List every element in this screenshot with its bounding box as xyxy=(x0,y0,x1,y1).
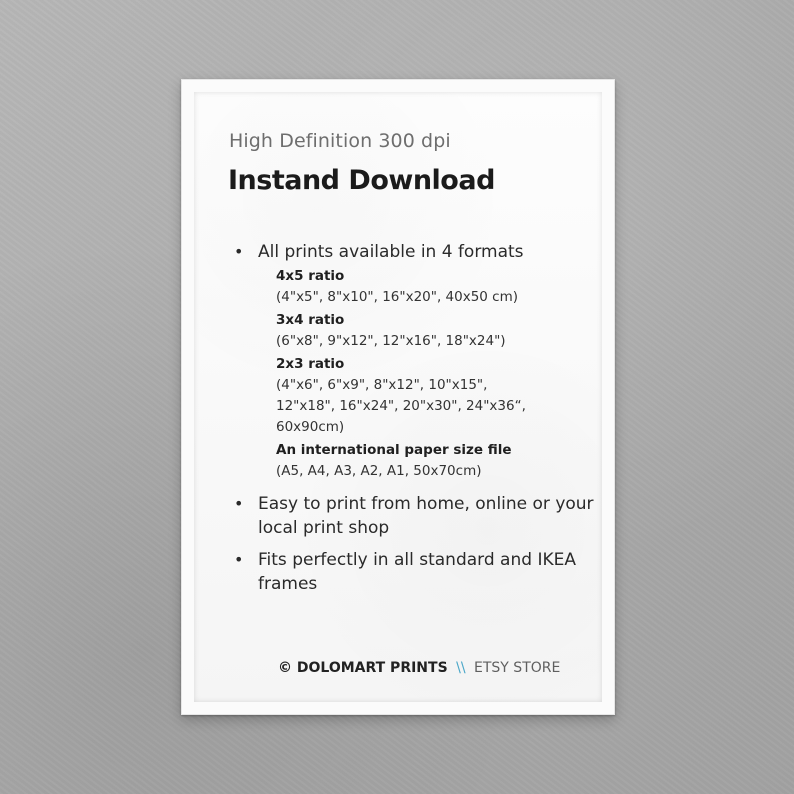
format-sizes: (4"x5", 8"x10", 16"x20", 40x50 cm) xyxy=(276,289,519,305)
poster-title: Instand Download xyxy=(228,165,495,196)
feature-frames xyxy=(234,548,602,596)
store-footer xyxy=(278,659,560,677)
format-item-3x4 xyxy=(276,310,602,352)
format-name: 2x3 ratio xyxy=(276,356,345,372)
feature-easy-print xyxy=(234,492,602,540)
bullet-dot-icon: • xyxy=(234,550,244,569)
format-sizes: (A5, A4, A3, A2, A1, 50x70cm) xyxy=(276,463,482,479)
feature-list xyxy=(234,240,602,596)
poster-paper xyxy=(194,92,602,702)
format-item-2x3 xyxy=(276,354,602,438)
brand-name: © DOLOMART PRINTS xyxy=(278,660,448,676)
format-item-4x5 xyxy=(276,266,602,308)
format-item-international xyxy=(276,440,602,482)
feature-formats-text: All prints available in 4 formats xyxy=(258,242,524,262)
bullet-dot-icon: • xyxy=(234,494,244,513)
format-name: An international paper size file xyxy=(276,442,512,458)
feature-formats xyxy=(234,240,602,482)
poster-subtitle: High Definition 300 dpi xyxy=(229,130,451,152)
store-name: ETSY STORE xyxy=(474,660,561,676)
format-sizes: (6"x8", 9"x12", 12"x16", 18"x24") xyxy=(276,333,506,349)
format-sizes: (4"x6", 6"x9", 8"x12", 10"x15", 12"x18", 16"x24", 20"x30", 24"x36“, 60x90cm) xyxy=(276,377,526,435)
format-name: 4x5 ratio xyxy=(276,268,345,284)
footer-separator: \\ xyxy=(456,660,466,676)
format-name: 3x4 ratio xyxy=(276,312,345,328)
white-poster-frame xyxy=(181,79,615,715)
bullet-dot-icon: • xyxy=(234,242,244,261)
feature-easy-print-text: Easy to print from home, online or your local print shop xyxy=(258,494,594,538)
feature-frames-text: Fits perfectly in all standard and IKEA frames xyxy=(258,550,576,594)
format-list xyxy=(276,266,602,482)
